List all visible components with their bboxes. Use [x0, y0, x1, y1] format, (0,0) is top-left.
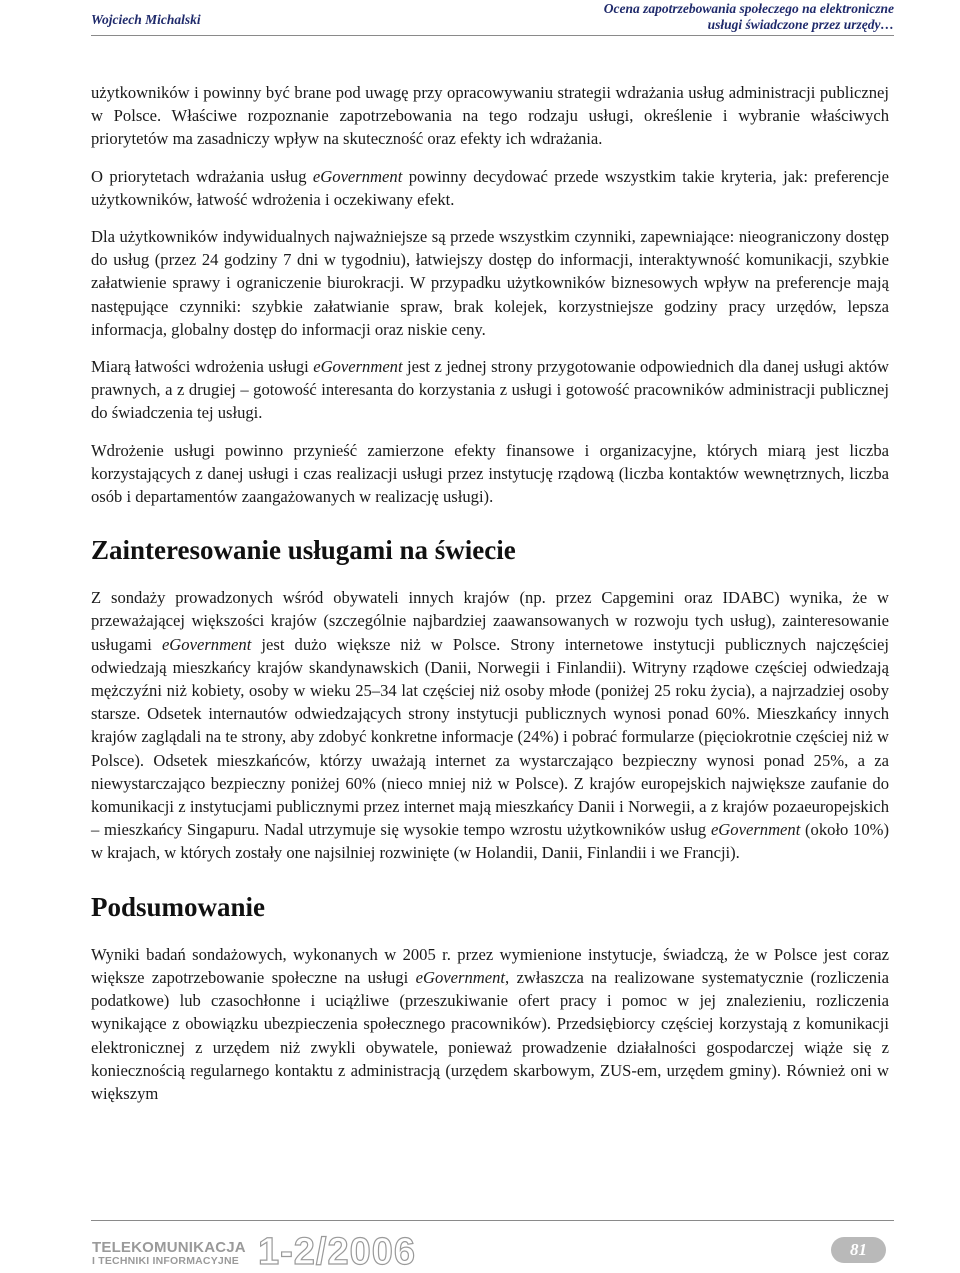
- paragraph: [91, 586, 889, 864]
- paragraph-text: jest z jednej strony przygotowanie odpowiednich dla danej usługi aktów prawnych, a z drugiej – gotowość interesanta do korzystania z usługi i gotowość pracowników administracji publicznej do świadczenia tej usługi.: [91, 357, 889, 423]
- header-divider: [91, 35, 894, 36]
- paragraph-text: Miarą łatwości wdrożenia usługi: [91, 357, 314, 377]
- section-heading-summary: Podsumowanie: [91, 891, 266, 922]
- paragraph-text: O priorytetach wdrażania usług: [91, 166, 313, 186]
- section-heading-world-interest: Zainteresowanie usługami na świecie: [91, 535, 516, 566]
- paragraph-text: (około 10%) w krajach, w których zostały one najsilniej rozwinięte (w Holandii, Danii, Finlandii i we Francji).: [91, 820, 889, 863]
- paragraph-text: Z sondaży prowadzonych wśród obywateli innych krajów (np. przez Capgemini oraz IDABC) wynika, że w przeważającej większości krajów (szczególnie najbardziej zaawansowanych w rozwoju tych usług), zainteresowanie usługami: [91, 588, 889, 654]
- paragraph-text: , zwłaszcza na realizowane systematycznie (rozliczenia podatkowe) lub czasochłonne i uciążliwe (przeszukiwanie ofert pracy i pomoc w jej znalezieniu, rozliczenia wynikające z obowiązku ubezpieczenia społecznego pracowników). Przedsiębiorcy częściej korzystają z komunikacji elektronicznej z urzędem niż zwykli obywatele, ponieważ prowadzenie działalności gospodarczej wiąże się z koniecznością regularnego kontaktu z administracją (urzędem skarbowym, ZUS-em, urzędem gminy). Również oni w większym: [91, 967, 889, 1103]
- paragraph: [91, 225, 889, 341]
- paragraph: [91, 943, 889, 1105]
- paragraph: [91, 165, 889, 211]
- paragraph-text: Dla użytkowników indywidualnych najważniejsze są przede wszystkim czynniki, zapewniające: nieograniczony dostęp do usług (przez 24 godziny 7 dni w tygodniu), łatwiejszy dostęp do informacji, interaktywność komunikacji, szybkie załatwienie sprawy i ograniczenie biurokracji. W przypadku użytkowników biznesowych wpływ na preferencje mają następujące czynniki: szybkie załatwianie spraw, brak kolejek, korzystniejsze godziny pracy urzędów, lepsza informacja, globalny dostęp do informacji oraz niskie ceny.: [91, 227, 889, 339]
- term-egovernment: eGovernment: [710, 820, 801, 840]
- paragraph-text: Wdrożenie usługi powinno przynieść zamierzone efekty finansowe i organizacyjne, których miarą jest liczba korzystających z danej usługi i czas realizacji usługi przez instytucję rządową (liczba kontaktów wewnętrznych, liczba osób i departamentów zaangażowanych w realizację usługi).: [91, 440, 889, 507]
- paragraph: [91, 81, 889, 151]
- header-title-line-2: usługi świadczone przez urzędy…: [707, 17, 894, 32]
- paragraph-text: jest dużo większe niż w Polsce. Strony internetowe instytucji publicznych najczęściej odwiedzają mieszkańcy krajów skandynawskich (Danii, Norwegii i Finlandii). Witryny rządowe częściej odwiedzają mężczyźni niż kobiety, osoby w wieku 25–34 lat częściej niż osoby młode (poniżej 25 roku życia), a najrzadziej osoby starsze. Odsetek internautów odwiedzających strony instytucji publicznych wynosi ponad 60%. Mieszkańcy innych krajów zaglądali na te strony, aby zdobyć konkretne informacje (24%) i pobrać formularze (pięciokrotnie częściej niż w Polsce). Odsetek mieszkańców, którzy uważają internet za wystarczająco bezpieczny wynosi ponad 25%, a za niewystarczająco bezpieczny poniżej 60% (nieco mniej niż w Polsce). Z krajów europejskich największe zaufanie do komunikacji z instytucjami publicznymi przez internet mają mieszkańcy Danii i Norwegii, a z krajów pozaeuropejskich – mieszkańcy Singapuru. Nadal utrzymuje się wysokie tempo wzrostu użytkowników usług: [91, 634, 889, 840]
- page-header: [0, 0, 960, 38]
- issue-number: 1-2/2006: [258, 1231, 417, 1273]
- term-egovernment: eGovernment: [415, 967, 505, 987]
- paragraph: [91, 439, 889, 509]
- paragraph-text: Wyniki badań sondażowych, wykonanych w 2005 r. przez wymienione instytucje, świadczą, że w Polsce jest coraz większe zapotrzebowanie społeczne na usługi: [91, 944, 889, 987]
- page-footer: [0, 1220, 960, 1271]
- article-body: [91, 81, 889, 1119]
- paragraph: [91, 355, 889, 425]
- header-running-title: [604, 1, 894, 33]
- paragraph-text: użytkowników i powinny być brane pod uwagę przy opracowywaniu strategii wdrażania usług administracji publicznej w Polsce. Właściwe rozpoznanie zapotrzebowania na tego rodzaju usługi, określenie i wybranie właściwych priorytetów ma zasadniczy wpływ na skuteczność oraz efekty ich wdrażania.: [91, 83, 889, 149]
- journal-name: [92, 1240, 246, 1268]
- page-number-badge: 81: [831, 1237, 886, 1263]
- journal-name-line-2: I TECHNIKI INFORMACYJNE: [92, 1255, 239, 1267]
- term-egovernment: eGovernment: [312, 166, 403, 186]
- header-author: Wojciech Michalski: [91, 12, 201, 27]
- journal-name-line-1: TELEKOMUNIKACJA: [92, 1239, 246, 1256]
- footer-divider: [91, 1220, 894, 1221]
- term-egovernment: eGovernment: [161, 634, 252, 654]
- header-title-line-1: Ocena zapotrzebowania społeczego na elektroniczne: [603, 1, 894, 16]
- paragraph-text: powinny decydować przede wszystkim takie kryteria, jak: preferencje użytkowników, łatwość wdrożenia i oczekiwany efekt.: [91, 166, 889, 209]
- term-egovernment: eGovernment: [313, 357, 403, 377]
